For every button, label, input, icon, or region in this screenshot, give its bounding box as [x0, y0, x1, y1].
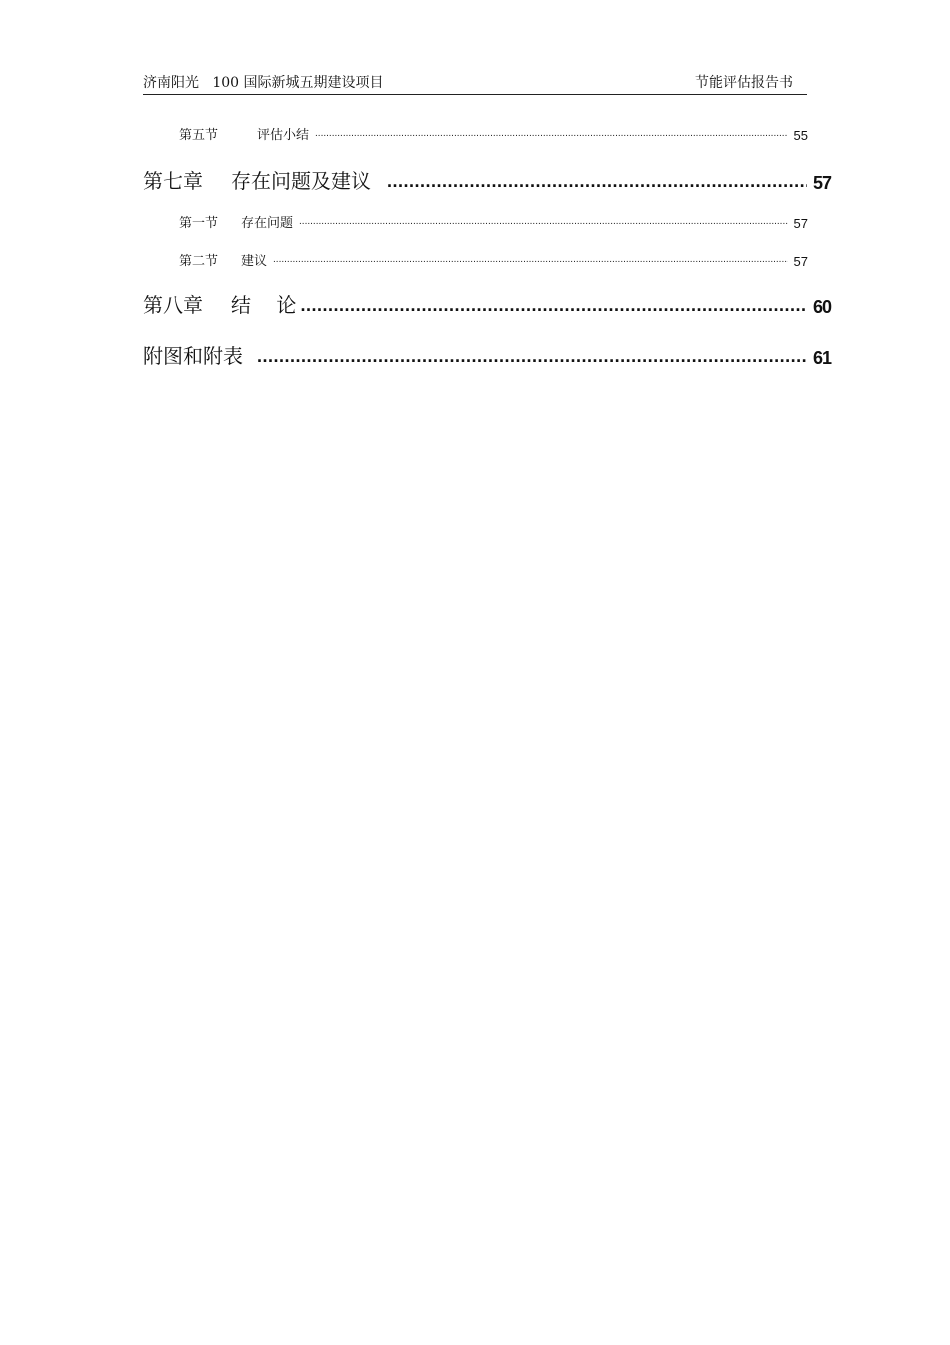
toc-page-number: 55 — [793, 128, 808, 143]
toc-leader-dots — [315, 128, 788, 140]
toc-chapter-title: 存在问题及建议 — [231, 169, 371, 193]
toc-section-number: 第二节 — [179, 254, 219, 269]
toc-section-number: 第五节 — [179, 128, 219, 143]
toc-page-number: 57 — [793, 254, 808, 269]
toc-section-title: 评估小结 — [257, 128, 310, 143]
header-project-title: 济南阳光 100 国际新城五期建设项目 — [143, 75, 384, 91]
toc-entry-appendix[interactable] — [143, 341, 831, 369]
header-report-title: 节能评估报告书 — [695, 75, 793, 91]
toc-page-number: 57 — [793, 216, 808, 231]
toc-leader-dots — [300, 296, 807, 314]
toc-leader-dots — [299, 216, 788, 228]
toc-entry-chapter[interactable] — [143, 290, 831, 318]
toc-section-title: 建议 — [241, 254, 268, 269]
toc-appendix-title: 附图和附表 — [143, 344, 243, 368]
toc-leader-dots — [257, 347, 807, 365]
toc-chapter-number: 第七章 — [143, 169, 203, 193]
toc-section-title: 存在问题 — [241, 216, 294, 231]
toc-leader-dots — [387, 172, 807, 190]
toc-leader-dots — [273, 254, 788, 266]
page-header — [143, 70, 807, 95]
toc-entry-section[interactable] — [179, 251, 808, 269]
toc-entry-chapter[interactable] — [143, 166, 831, 194]
toc-section-number: 第一节 — [179, 216, 219, 231]
toc-chapter-number: 第八章 — [143, 293, 203, 317]
toc-entry-section[interactable] — [179, 125, 808, 143]
toc-page-number: 57 — [812, 173, 831, 193]
toc-chapter-title: 结 论 — [231, 293, 297, 317]
toc-page-number: 61 — [812, 348, 831, 368]
toc-page-number: 60 — [812, 297, 831, 317]
toc-entry-section[interactable] — [179, 213, 808, 231]
